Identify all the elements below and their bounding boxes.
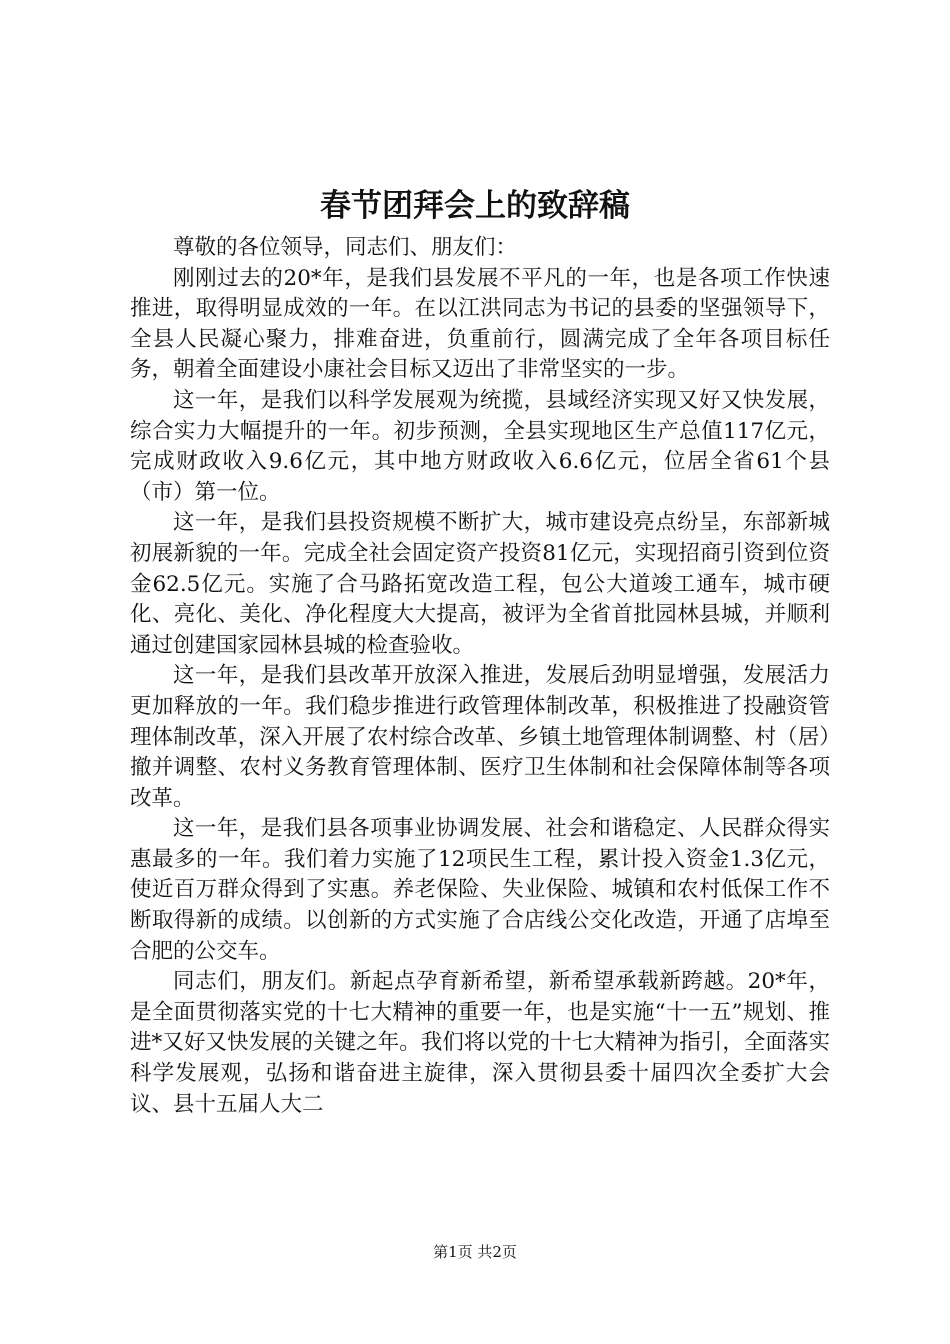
- paragraph: 这一年，是我们以科学发展观为统揽，县域经济实现又好又快发展，综合实力大幅提升的一年。初步预测，全县实现地区生产总值117亿元，完成财政收入9.6亿元，其中地方财政收入6.6亿元，位居全省61个县（市）第一位。: [130, 387, 830, 505]
- paragraph: 同志们，朋友们。新起点孕育新希望，新希望承载新跨越。20*年，是全面贯彻落实党的十七大精神的重要一年，也是实施“十一五”规划、推进*又好又快发展的关键之年。我们将以党的十七大精神为指引，全面落实科学发展观，弘扬和谐奋进主旋律，深入贯彻县委十届四次全委扩大会议、县十五届人大二: [130, 969, 830, 1117]
- document-title: 春节团拜会上的致辞稿: [320, 188, 630, 224]
- paragraph-salutation: 尊敬的各位领导，同志们、朋友们：: [173, 235, 518, 260]
- paragraph: 这一年，是我们县投资规模不断扩大，城市建设亮点纷呈，东部新城初展新貌的一年。完成全社会固定资产投资81亿元，实现招商引资到位资金62.5亿元。实施了合马路拓宽改造工程，包公大道竣工通车，城市硬化、亮化、美化、净化程度大大提高，被评为全省首批园林县城，并顺利通过创建国家园林县城的检查验收。: [130, 510, 830, 658]
- page-footer: 第1页 共2页: [433, 1243, 517, 1261]
- paragraph: 刚刚过去的20*年，是我们县发展不平凡的一年，也是各项工作快速推进，取得明显成效的一年。在以江洪同志为书记的县委的坚强领导下，全县人民凝心聚力，排难奋进，负重前行，圆满完成了全年各项目标任务，朝着全面建设小康社会目标又迈出了非常坚实的一步。: [130, 265, 830, 383]
- paragraph: 这一年，是我们县改革开放深入推进，发展后劲明显增强，发展活力更加释放的一年。我们稳步推进行政管理体制改革，积极推进了投融资管理体制改革，深入开展了农村综合改革、乡镇土地管理体制调整、村（居）撤并调整、农村义务教育管理体制、医疗卫生体制和社会保障体制等各项改革。: [130, 663, 830, 811]
- paragraph: 这一年，是我们县各项事业协调发展、社会和谐稳定、人民群众得实惠最多的一年。我们着力实施了12项民生工程，累计投入资金1.3亿元，使近百万群众得到了实惠。养老保险、失业保险、城镇和农村低保工作不断取得新的成绩。以创新的方式实施了合店线公交化改造，开通了店埠至合肥的公交车。: [130, 816, 830, 964]
- document-body: [130, 233, 830, 1120]
